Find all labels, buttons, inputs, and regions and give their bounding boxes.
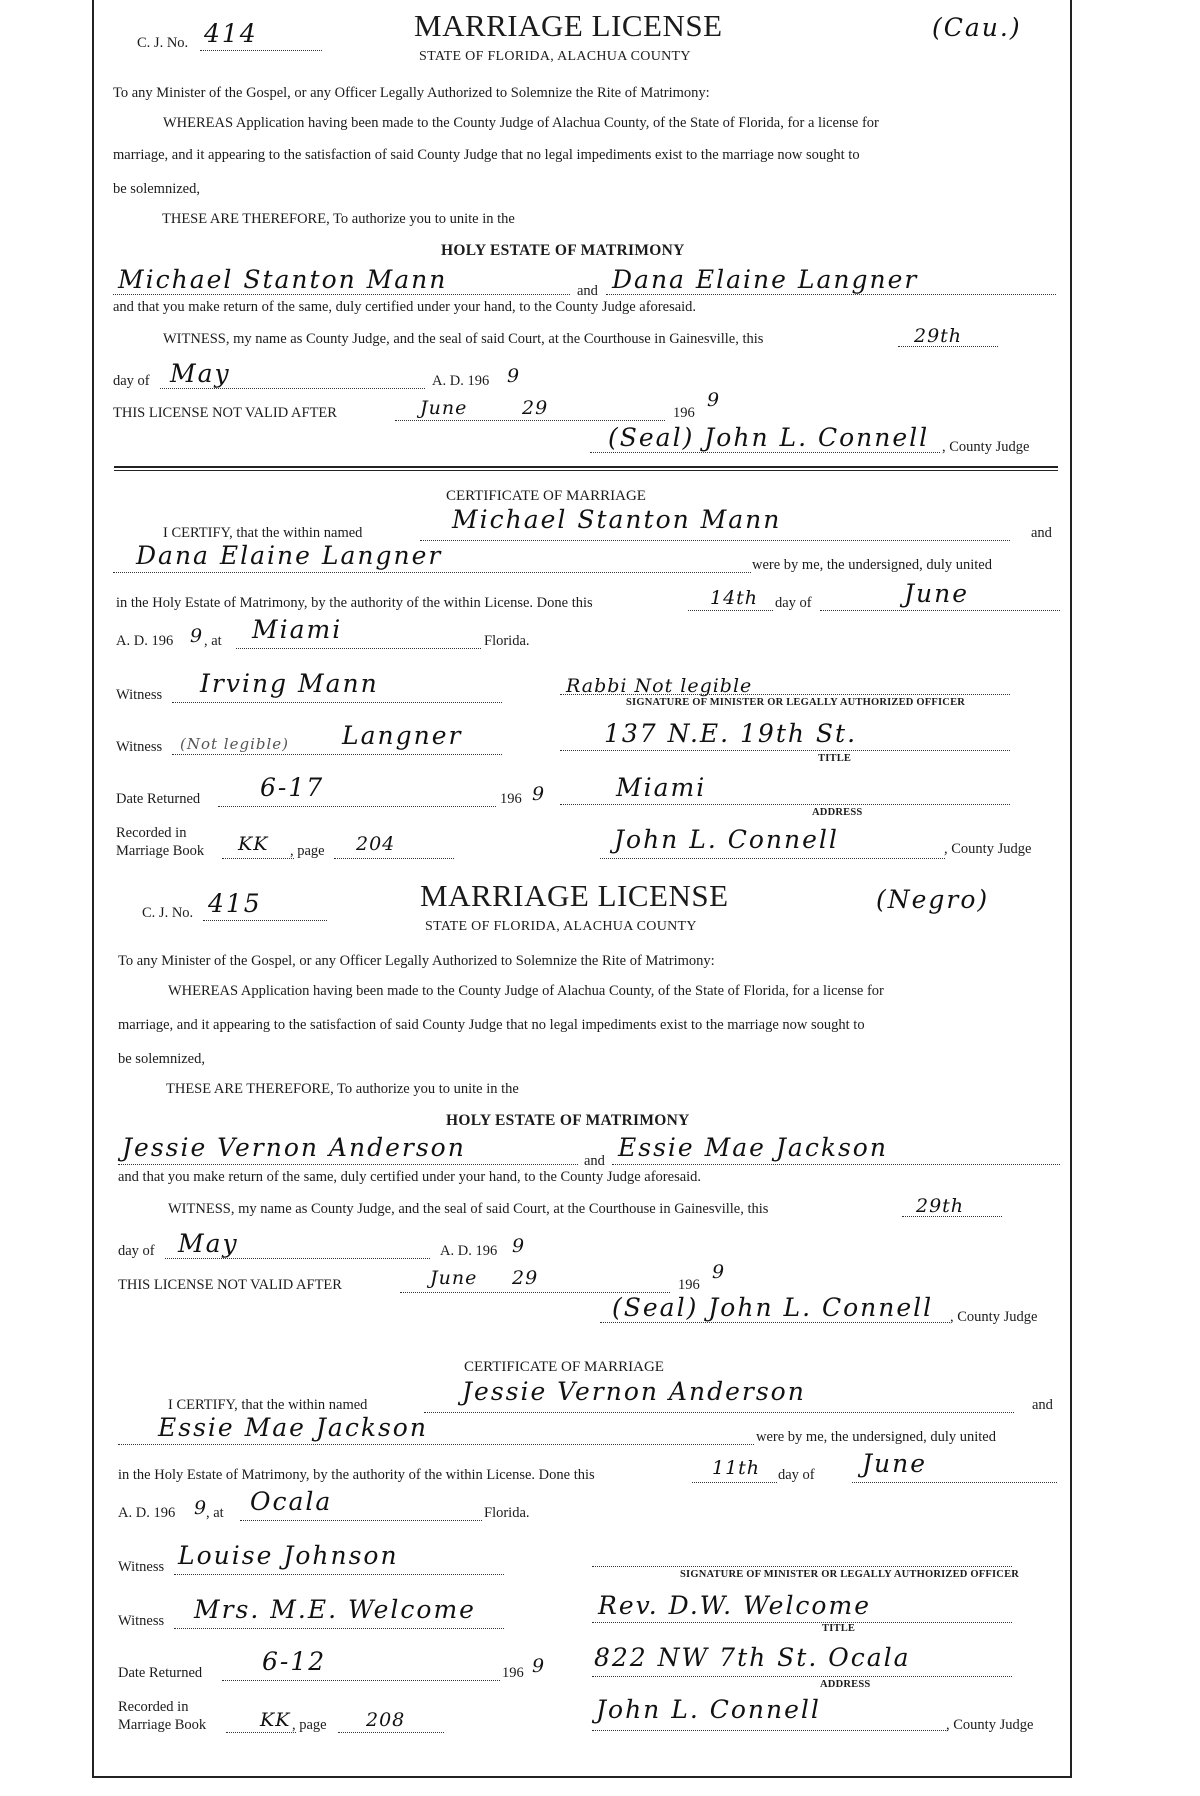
day-of-label: day of xyxy=(118,1243,155,1259)
cert-groom: Michael Stanton Mann xyxy=(452,505,782,534)
minister-caption: SIGNATURE OF MINISTER OR LEGALLY AUTHORIZED OFFICER xyxy=(626,697,966,708)
ad2-digit: 9 xyxy=(194,1497,208,1519)
holy-estate-line: in the Holy Estate of Matrimony, by the authority of the within License. Done this xyxy=(118,1467,595,1483)
title-caption: TITLE xyxy=(822,1623,856,1634)
cert-bride: Dana Elaine Langner xyxy=(136,541,443,570)
address-line xyxy=(560,804,1010,805)
witness2-label: Witness xyxy=(118,1613,165,1629)
address-line xyxy=(592,1676,1012,1677)
title-caption: TITLE xyxy=(818,753,852,764)
county-judge-label-2: , County Judge xyxy=(944,841,1032,857)
groom-line xyxy=(113,294,570,295)
license-subtitle: STATE OF FLORIDA, ALACHUA COUNTY xyxy=(419,49,691,64)
month-line xyxy=(160,388,425,389)
returned-year-digit: 9 xyxy=(532,783,546,805)
done-month-line xyxy=(820,610,1060,611)
returned-year-digit: 9 xyxy=(532,1655,546,1677)
date-returned-line xyxy=(222,1680,500,1681)
judge-sig-line xyxy=(600,1322,950,1323)
page-label: , page xyxy=(292,1717,327,1733)
day-of-label: day of xyxy=(113,373,150,389)
cj-number: 415 xyxy=(208,889,262,918)
race-note: (Cau.) xyxy=(932,13,1022,42)
judge-sig2-line xyxy=(592,1730,948,1731)
return-line: and that you make return of the same, duly certified under your hand, to the County Judge aforesaid. xyxy=(113,299,697,315)
returned-year: 196 xyxy=(502,1665,524,1681)
place: Miami xyxy=(252,615,343,644)
done-day: 11th xyxy=(712,1457,761,1479)
cert-title: CERTIFICATE OF MARRIAGE xyxy=(446,488,646,504)
certify-label: I CERTIFY, that the within named xyxy=(168,1397,368,1413)
groom-name: Michael Stanton Mann xyxy=(118,265,448,294)
done-day-of: day of xyxy=(778,1467,815,1483)
date-returned: 6-17 xyxy=(260,773,325,802)
returned-year: 196 xyxy=(500,791,522,807)
cert-and: and xyxy=(1031,525,1052,541)
cert-bride: Essie Mae Jackson xyxy=(158,1413,428,1442)
month: May xyxy=(170,359,231,388)
minister-caption: SIGNATURE OF MINISTER OR LEGALLY AUTHORIZED OFFICER xyxy=(680,1569,1020,1580)
cj-number: 414 xyxy=(204,19,258,48)
cj-line xyxy=(203,920,327,921)
holy-estate-heading: HOLY ESTATE OF MATRIMONY xyxy=(441,242,685,259)
return-line: and that you make return of the same, duly certified under your hand, to the County Judge aforesaid. xyxy=(118,1169,702,1185)
address-caption: ADDRESS xyxy=(820,1679,871,1690)
title-value: Rev. D.W. Welcome xyxy=(598,1591,871,1620)
whereas-line-1: WHEREAS Application having been made to the County Judge of Alachua County, of the State of Florida, for a license for xyxy=(168,983,884,999)
cj-line xyxy=(200,50,322,51)
county-judge-label-2: , County Judge xyxy=(946,1717,1034,1733)
cert-groom-line xyxy=(424,1412,1014,1413)
not-valid-day: 29 xyxy=(522,397,549,419)
ad-year-digit: 9 xyxy=(507,365,521,387)
witness-day: 29th xyxy=(916,1195,965,1217)
cert-groom-line xyxy=(420,540,1010,541)
judge-sig-line xyxy=(590,452,940,453)
whereas-line-3: be solemnized, xyxy=(113,181,200,197)
therefore-line: THESE ARE THEREFORE, To authorize you to unite in the xyxy=(166,1081,519,1097)
therefore-line: THESE ARE THEREFORE, To authorize you to unite in the xyxy=(162,211,515,227)
done-month-line xyxy=(852,1482,1057,1483)
done-day-of: day of xyxy=(775,595,812,611)
witness-line: WITNESS, my name as County Judge, and the seal of said Court, at the Courthouse in Gainesville, this xyxy=(168,1201,769,1217)
address-caption: ADDRESS xyxy=(812,807,863,818)
county-judge-label: , County Judge xyxy=(942,439,1030,455)
cert-bride-line xyxy=(118,1444,754,1445)
not-valid-year-digit: 9 xyxy=(712,1261,726,1283)
witness1-line xyxy=(172,702,502,703)
groom-name: Jessie Vernon Anderson xyxy=(122,1133,466,1162)
divider-thin xyxy=(114,470,1058,471)
holy-estate-heading: HOLY ESTATE OF MATRIMONY xyxy=(446,1112,690,1129)
cj-label: C. J. No. xyxy=(142,905,194,921)
bride-line xyxy=(606,294,1056,295)
cj-label: C. J. No. xyxy=(137,35,189,51)
florida-label: Florida. xyxy=(484,633,530,649)
holy-estate-line: in the Holy Estate of Matrimony, by the authority of the within License. Done this xyxy=(116,595,593,611)
certify-label: I CERTIFY, that the within named xyxy=(163,525,363,541)
not-valid-month: June xyxy=(430,1267,478,1289)
to-any-minister: To any Minister of the Gospel, or any Officer Legally Authorized to Solemnize the Rite of Matrimony: xyxy=(113,85,710,101)
place-line xyxy=(236,648,481,649)
license-subtitle: STATE OF FLORIDA, ALACHUA COUNTY xyxy=(425,919,697,934)
date-returned: 6-12 xyxy=(262,1647,327,1676)
and-label: and xyxy=(577,283,598,299)
place-line xyxy=(240,1520,482,1521)
whereas-line-2: marriage, and it appearing to the satisfaction of said County Judge that no legal impediments exist to the marriage now sought to xyxy=(118,1017,865,1033)
divider xyxy=(114,466,1058,468)
book-value: KK xyxy=(260,1709,291,1731)
page-label: , page xyxy=(290,843,325,859)
not-valid-day: 29 xyxy=(512,1267,539,1289)
done-day-line xyxy=(692,1482,777,1483)
ad-label: A. D. 196 xyxy=(432,373,490,389)
not-valid-label: THIS LICENSE NOT VALID AFTER xyxy=(113,405,337,421)
at-label: , at xyxy=(204,633,222,649)
bride-name: Essie Mae Jackson xyxy=(618,1133,888,1162)
witness1-line xyxy=(174,1574,504,1575)
done-month: June xyxy=(904,579,970,608)
witness2-name: Mrs. M.E. Welcome xyxy=(194,1595,476,1624)
license-title: MARRIAGE LICENSE xyxy=(420,878,729,913)
bride-line xyxy=(612,1164,1060,1165)
book-value: KK xyxy=(238,833,269,855)
witness1-label: Witness xyxy=(116,687,163,703)
cert-groom: Jessie Vernon Anderson xyxy=(462,1377,806,1406)
witness2-label: Witness xyxy=(116,739,163,755)
date-returned-label: Date Returned xyxy=(118,1665,203,1681)
whereas-line-1: WHEREAS Application having been made to the County Judge of Alachua County, of the State of Florida, for a license for xyxy=(163,115,879,131)
witness-line: WITNESS, my name as County Judge, and the seal of said Court, at the Courthouse in Gainesville, this xyxy=(163,331,764,347)
cert-title: CERTIFICATE OF MARRIAGE xyxy=(464,1359,664,1375)
to-any-minister: To any Minister of the Gospel, or any Officer Legally Authorized to Solemnize the Rite of Matrimony: xyxy=(118,953,715,969)
whereas-line-2: marriage, and it appearing to the satisfaction of said County Judge that no legal impediments exist to the marriage now sought to xyxy=(113,147,860,163)
recorded-in: Recorded in xyxy=(116,825,187,841)
minister-signature: Rabbi Not legible xyxy=(566,675,753,697)
cert-and: and xyxy=(1032,1397,1053,1413)
address-value: Miami xyxy=(616,773,707,802)
not-valid-label: THIS LICENSE NOT VALID AFTER xyxy=(118,1277,342,1293)
and-label: and xyxy=(584,1153,605,1169)
united-label: were by me, the undersigned, duly united xyxy=(752,557,992,573)
witness1-name: Irving Mann xyxy=(200,669,379,698)
witness1-name: Louise Johnson xyxy=(178,1541,399,1570)
marriage-book-label: Marriage Book xyxy=(118,1717,207,1733)
race-note: (Negro) xyxy=(876,885,990,914)
done-month: June xyxy=(862,1449,928,1478)
florida-label: Florida. xyxy=(484,1505,530,1521)
ad2-label: A. D. 196 xyxy=(116,633,174,649)
judge-signature: (Seal) John L. Connell xyxy=(608,423,930,452)
title-value: 137 N.E. 19th St. xyxy=(604,719,858,748)
county-judge-label: , County Judge xyxy=(950,1309,1038,1325)
place: Ocala xyxy=(250,1487,333,1516)
judge-sig2-line xyxy=(600,858,945,859)
date-returned-label: Date Returned xyxy=(116,791,201,807)
title-line xyxy=(560,750,1010,751)
title-line xyxy=(592,1622,1012,1623)
united-label: were by me, the undersigned, duly united xyxy=(756,1429,996,1445)
page-number: 208 xyxy=(366,1709,406,1731)
cert-bride-line xyxy=(113,572,751,573)
ad-label: A. D. 196 xyxy=(440,1243,498,1259)
witness-day: 29th xyxy=(914,325,963,347)
book-line xyxy=(222,858,294,859)
at-label: , at xyxy=(206,1505,224,1521)
ad2-digit: 9 xyxy=(190,625,204,647)
recorded-in: Recorded in xyxy=(118,1699,189,1715)
whereas-line-3: be solemnized, xyxy=(118,1051,205,1067)
date-returned-line xyxy=(218,806,496,807)
not-valid-month: June xyxy=(420,397,468,419)
ad2-label: A. D. 196 xyxy=(118,1505,176,1521)
not-valid-year-digit: 9 xyxy=(707,389,721,411)
not-valid-year: 196 xyxy=(678,1277,700,1293)
not-valid-year: 196 xyxy=(673,405,695,421)
judge-signature-2: John L. Connell xyxy=(614,825,839,854)
page-line xyxy=(334,858,454,859)
bride-name: Dana Elaine Langner xyxy=(612,265,919,294)
witness2-line xyxy=(174,1628,504,1629)
groom-line xyxy=(118,1164,578,1165)
month: May xyxy=(178,1229,239,1258)
page-number: 204 xyxy=(356,833,396,855)
month-line xyxy=(165,1258,430,1259)
witness2-prefix: (Not legible) xyxy=(180,735,290,753)
address-value: 822 NW 7th St. Ocala xyxy=(594,1643,911,1672)
witness2-name: Langner xyxy=(342,721,463,750)
license-title: MARRIAGE LICENSE xyxy=(414,8,723,43)
marriage-book-label: Marriage Book xyxy=(116,843,205,859)
judge-signature-2: John L. Connell xyxy=(596,1695,821,1724)
judge-signature: (Seal) John L. Connell xyxy=(612,1293,934,1322)
ad-year-digit: 9 xyxy=(512,1235,526,1257)
done-day: 14th xyxy=(710,587,759,609)
witness1-label: Witness xyxy=(118,1559,165,1575)
